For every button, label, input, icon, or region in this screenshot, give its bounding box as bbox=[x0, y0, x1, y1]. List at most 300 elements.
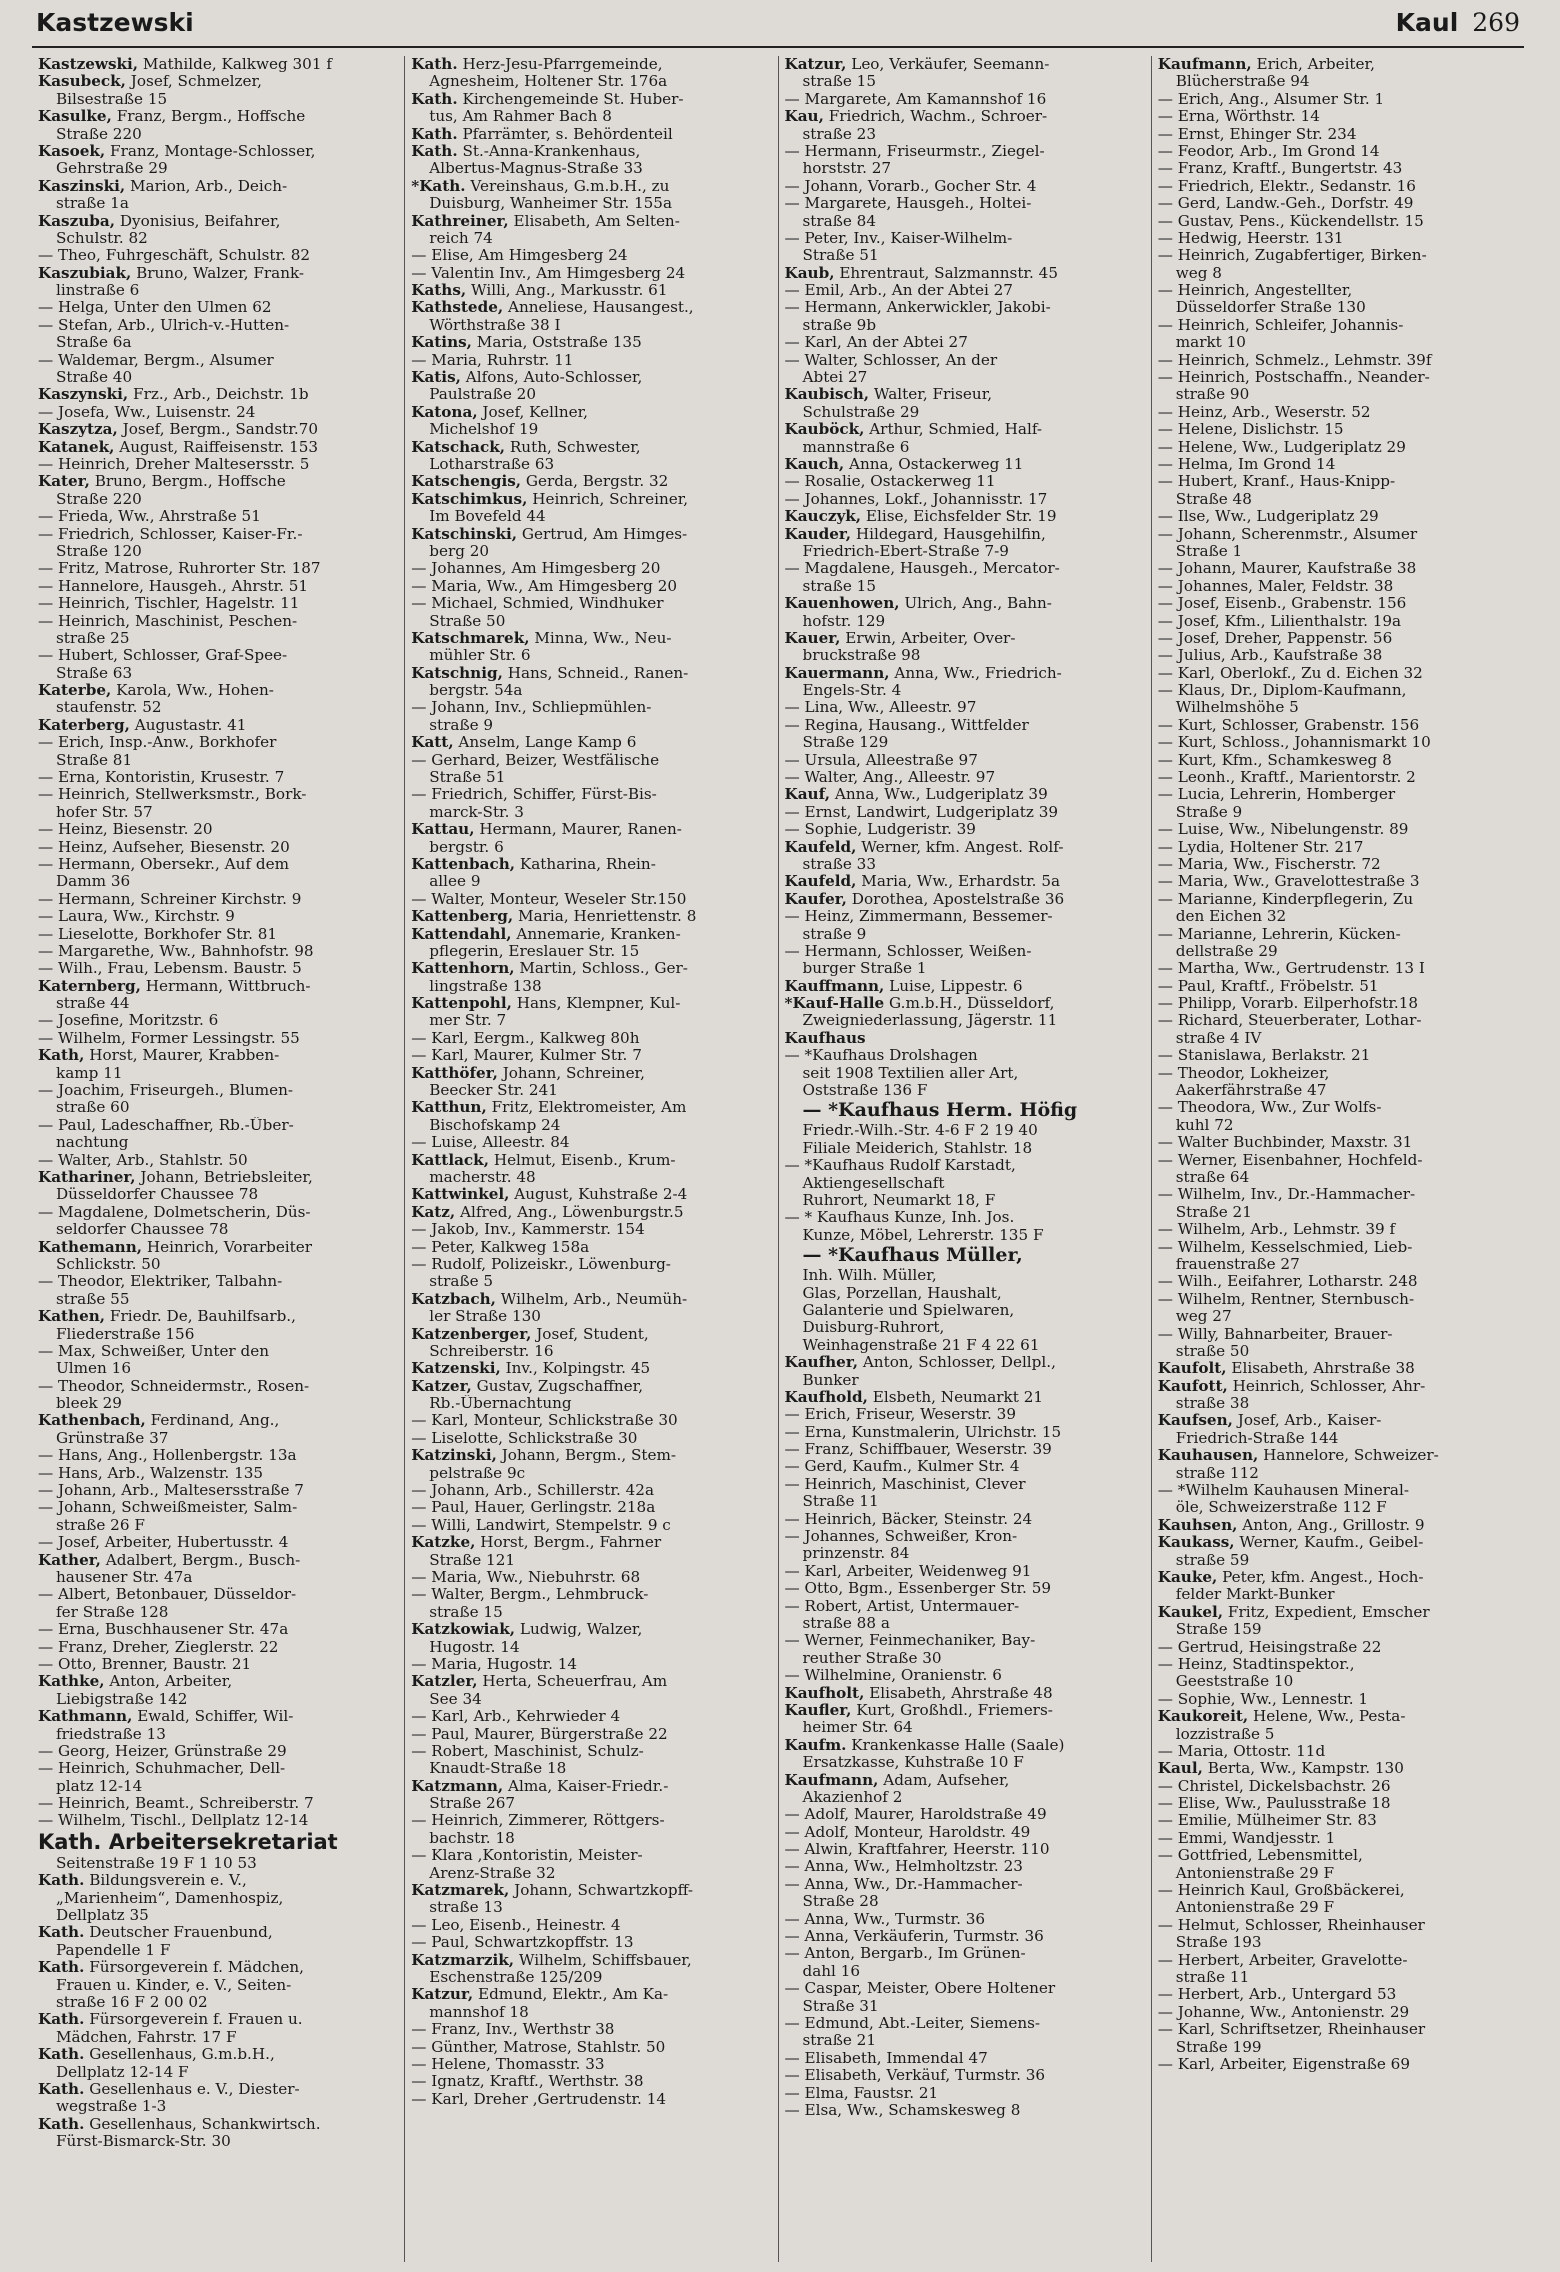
entry-line bbox=[785, 1841, 1145, 1858]
entry-text: — Gerd, Kaufm., Kulmer Str. 4 bbox=[784, 1458, 1020, 1476]
entry-text: — *Kaufhaus Müller, bbox=[802, 1244, 1023, 1267]
entry-text: — Stefan, Arb., Ulrich-v.-Hutten- bbox=[38, 316, 290, 334]
entry-text: kuhl 72 bbox=[1175, 1116, 1234, 1134]
entry-line bbox=[1158, 1065, 1518, 1082]
entry-headword: Kattenpohl, bbox=[411, 995, 512, 1013]
entry-line bbox=[785, 1458, 1145, 1475]
entry-line bbox=[411, 526, 771, 543]
entry-line bbox=[785, 1354, 1145, 1371]
entry-text: Leo, Verkäufer, Seemann- bbox=[846, 56, 1050, 73]
entry-line bbox=[1158, 1291, 1518, 1308]
entry-line bbox=[38, 1186, 398, 1203]
entry-text: — Sophie, Ww., Lennestr. 1 bbox=[1157, 1690, 1369, 1708]
entry-line bbox=[38, 2098, 398, 2115]
entry-text: Herz-Jesu-Pfarrgemeinde, bbox=[457, 56, 663, 73]
entry-text: — Heinrich, Tischler, Hagelstr. 11 bbox=[38, 595, 300, 613]
entry-line bbox=[38, 1134, 398, 1151]
entry-line bbox=[411, 1691, 771, 1708]
entry-text: Straße 121 bbox=[429, 1551, 516, 1569]
entry-text: — Klara ,Kontoristin, Meister- bbox=[411, 1847, 643, 1865]
entry-line bbox=[1158, 960, 1518, 977]
entry-text: Maria, Henriettenstr. 8 bbox=[513, 908, 697, 926]
entry-text: Straße 129 bbox=[802, 734, 889, 752]
entry-text: Michelshof 19 bbox=[429, 421, 539, 439]
entry-headword: Kaukoreit, bbox=[1157, 1708, 1249, 1726]
entry-text: Arthur, Schmied, Half- bbox=[864, 421, 1043, 439]
entry-line bbox=[38, 1499, 398, 1516]
entry-line bbox=[38, 1760, 398, 1777]
entry-text: — Maria, Ruhrstr. 11 bbox=[411, 351, 574, 369]
entry-line bbox=[1158, 943, 1518, 960]
entry-text: weg 27 bbox=[1175, 1308, 1232, 1326]
entry-line bbox=[785, 1192, 1145, 1209]
entry-text: Franz, Montage-Schlosser, bbox=[105, 142, 316, 160]
entry-line bbox=[411, 491, 771, 508]
entry-line bbox=[785, 1545, 1145, 1562]
entry-line bbox=[38, 334, 398, 351]
entry-text: Adam, Aufseher, bbox=[878, 1771, 1010, 1789]
entry-line bbox=[411, 369, 771, 386]
entry-text: Frz., Arb., Deichstr. 1b bbox=[128, 386, 309, 404]
entry-line bbox=[38, 786, 398, 803]
entry-text: — Emmi, Wandjesstr. 1 bbox=[1157, 1829, 1336, 1847]
entry-line bbox=[411, 1239, 771, 1256]
entry-line bbox=[411, 873, 771, 890]
entry-line bbox=[38, 195, 398, 212]
entry-line bbox=[1158, 2021, 1518, 2038]
entry-line bbox=[411, 195, 771, 212]
entry-text: — Hermann, Friseurmstr., Ziegel- bbox=[784, 142, 1045, 160]
entry-text: Franz, Bergm., Hoffsche bbox=[111, 108, 306, 126]
entry-text: — Maria, Ww., Gravelottestraße 3 bbox=[1157, 873, 1420, 891]
entry-line bbox=[1158, 1204, 1518, 1221]
entry-line bbox=[1158, 1395, 1518, 1412]
entry-line bbox=[1158, 543, 1518, 560]
entry-text: Ersatzkasse, Kuhstraße 10 F bbox=[802, 1754, 1024, 1772]
entry-text: Straße 31 bbox=[802, 1997, 879, 2015]
entry-line bbox=[411, 1343, 771, 1360]
entry-headword: Kather, bbox=[38, 1551, 101, 1569]
entry-text: — Magdalene, Hausgeh., Mercator- bbox=[784, 560, 1060, 578]
entry-text: — Erna, Buschhausener Str. 47a bbox=[38, 1621, 289, 1639]
entry-line bbox=[38, 299, 398, 316]
entry-text: — Erich, Insp.-Anw., Borkhofer bbox=[38, 734, 277, 752]
entry-line bbox=[785, 265, 1145, 282]
entry-text: — Heinz, Stadtinspektor., bbox=[1157, 1655, 1355, 1673]
entry-line bbox=[1158, 1569, 1518, 1586]
entry-text: Straße 9 bbox=[1175, 803, 1243, 821]
entry-text: — Christel, Dickelsbachstr. 26 bbox=[1157, 1777, 1391, 1795]
entry-line bbox=[411, 265, 771, 282]
entry-line bbox=[38, 995, 398, 1012]
entry-line bbox=[785, 1389, 1145, 1406]
entry-text: — Helga, Unter den Ulmen 62 bbox=[38, 299, 272, 317]
entry-line bbox=[411, 1134, 771, 1151]
entry-text: Annemarie, Kranken- bbox=[511, 925, 681, 943]
entry-text: — Johann, Vorarb., Gocher Str. 4 bbox=[784, 177, 1037, 195]
entry-text: Horst, Maurer, Krabben- bbox=[84, 1047, 280, 1065]
entry-line bbox=[785, 1511, 1145, 1528]
entry-line bbox=[785, 995, 1145, 1012]
entry-line bbox=[1158, 1639, 1518, 1656]
entry-text: Bischofskamp 24 bbox=[429, 1116, 561, 1134]
entry-line bbox=[785, 247, 1145, 264]
entry-headword: Kath. bbox=[411, 142, 458, 160]
entry-text: — Erna, Kontoristin, Krusestr. 7 bbox=[38, 769, 285, 787]
entry-headword: Katthun, bbox=[411, 1099, 487, 1117]
entry-text: Straße 28 bbox=[802, 1893, 879, 1911]
entry-line bbox=[411, 891, 771, 908]
entry-text: Ferdinand, Ang., bbox=[145, 1412, 280, 1430]
entry-headword: *Kath. bbox=[411, 177, 466, 195]
entry-line bbox=[38, 1082, 398, 1099]
entry-text: Karola, Ww., Hohen- bbox=[111, 682, 274, 700]
entry-line bbox=[411, 1517, 771, 1534]
entry-text: — Anna, Ww., Helmholtzstr. 23 bbox=[784, 1858, 1023, 1876]
entry-line bbox=[1158, 1865, 1518, 1882]
entry-text: — Erich, Friseur, Weserstr. 39 bbox=[784, 1406, 1016, 1424]
entry-line bbox=[1158, 126, 1518, 143]
entry-text: Anna, Ww., Ludgeriplatz 39 bbox=[830, 786, 1048, 804]
entry-text: Ulrich, Ang., Bahn- bbox=[899, 595, 1052, 613]
entry-line bbox=[1158, 1186, 1518, 1203]
entry-line bbox=[785, 856, 1145, 873]
entry-text: horststr. 27 bbox=[802, 160, 892, 178]
entry-line bbox=[1158, 439, 1518, 456]
entry-text: — Otto, Bgm., Essenberger Str. 59 bbox=[784, 1580, 1052, 1598]
entry-line bbox=[411, 1726, 771, 1743]
entry-line bbox=[411, 1569, 771, 1586]
entry-line bbox=[785, 352, 1145, 369]
entry-line bbox=[1158, 717, 1518, 734]
running-head-right bbox=[1396, 8, 1520, 37]
entry-text: Frauen u. Kinder, e. V., Seiten- bbox=[56, 1976, 292, 1994]
entry-line bbox=[411, 1169, 771, 1186]
entry-text: straße 50 bbox=[1175, 1342, 1250, 1360]
entry-line bbox=[785, 1615, 1145, 1632]
entry-line bbox=[38, 1924, 398, 1941]
entry-line bbox=[411, 717, 771, 734]
entry-text: Mathilde, Kalkweg 301 f bbox=[138, 56, 332, 73]
entry-text: wegstraße 1-3 bbox=[56, 2098, 167, 2116]
entry-text: — Robert, Artist, Untermauer- bbox=[784, 1597, 1020, 1615]
entry-line bbox=[1158, 630, 1518, 647]
entry-headword: Katt, bbox=[411, 734, 454, 752]
entry-line bbox=[38, 821, 398, 838]
entry-line bbox=[785, 1012, 1145, 1029]
entry-text: Straße 51 bbox=[802, 247, 879, 265]
page-header bbox=[32, 4, 1524, 48]
entry-text: Anselm, Lange Kamp 6 bbox=[453, 734, 637, 752]
entry-line bbox=[785, 1302, 1145, 1319]
entry-text: — Lina, Ww., Alleestr. 97 bbox=[784, 699, 977, 717]
entry-text: August, Kuhstraße 2-4 bbox=[509, 1186, 688, 1204]
entry-text: Ewald, Schiffer, Wil- bbox=[132, 1708, 294, 1726]
entry-text: Herta, Scheuerfrau, Am bbox=[477, 1673, 668, 1691]
entry-text: — Hedwig, Heerstr. 131 bbox=[1157, 229, 1344, 247]
entry-headword: Katz, bbox=[411, 1203, 456, 1221]
entry-line bbox=[1158, 1447, 1518, 1464]
entry-line bbox=[785, 908, 1145, 925]
entry-line bbox=[1158, 804, 1518, 821]
column-2 bbox=[404, 56, 777, 2262]
entry-headword: Kathariner, bbox=[38, 1169, 136, 1186]
entry-line bbox=[38, 1604, 398, 1621]
entry-text: — Klaus, Dr., Diplom-Kaufmann, bbox=[1157, 682, 1407, 700]
entry-text: — Wilhelm, Tischl., Dellplatz 12-14 bbox=[38, 1812, 309, 1830]
entry-line bbox=[1158, 1117, 1518, 1134]
entry-line bbox=[38, 908, 398, 925]
entry-text: — Gottfried, Lebensmittel, bbox=[1157, 1847, 1363, 1865]
entry-line bbox=[38, 1273, 398, 1290]
entry-headword: Kauffmann, bbox=[784, 977, 885, 995]
entry-line bbox=[411, 2056, 771, 2073]
entry-headword: Kath. bbox=[38, 2115, 85, 2133]
entry-text: — Hubert, Kranf., Haus-Knipp- bbox=[1157, 473, 1396, 491]
entry-line bbox=[785, 926, 1145, 943]
entry-line bbox=[38, 265, 398, 282]
entry-headword: Kathstede, bbox=[411, 299, 504, 317]
entry-text: bergstr. 54a bbox=[429, 682, 523, 700]
entry-line bbox=[1158, 1917, 1518, 1934]
entry-line bbox=[38, 1656, 398, 1673]
entry-text: — * Kaufhaus Kunze, Inh. Jos. bbox=[784, 1209, 1015, 1227]
entry-line bbox=[38, 699, 398, 716]
entry-line bbox=[38, 1430, 398, 1447]
entry-text: Anna, Ostackerweg 11 bbox=[844, 455, 1024, 473]
entry-text: — Waldemar, Bergm., Alsumer bbox=[38, 351, 274, 369]
entry-text: Anna, Ww., Friedrich- bbox=[889, 664, 1062, 682]
entry-text: — Anton, Bergarb., Im Grünen- bbox=[784, 1945, 1026, 1963]
entry-headword: *Kauf-Halle bbox=[784, 995, 885, 1013]
entry-line bbox=[38, 2064, 398, 2081]
entry-line bbox=[411, 1117, 771, 1134]
entry-line bbox=[411, 1865, 771, 1882]
entry-text: — Luise, Alleestr. 84 bbox=[411, 1134, 570, 1152]
entry-line bbox=[38, 439, 398, 456]
entry-text: — Regina, Hausang., Wittfelder bbox=[784, 716, 1029, 734]
entry-text: Friedrich-Ebert-Straße 7-9 bbox=[802, 542, 1009, 560]
entry-line bbox=[411, 143, 771, 160]
entry-text: — Paul, Ladeschaffner, Rb.-Über- bbox=[38, 1116, 294, 1134]
entry-text: — Wilhelm, Kesselschmied, Lieb- bbox=[1157, 1238, 1413, 1256]
entry-line bbox=[785, 195, 1145, 212]
entry-text: — Marianne, Kinderpflegerin, Zu bbox=[1157, 890, 1414, 908]
entry-text: — Friedrich, Elektr., Sedanstr. 16 bbox=[1157, 177, 1416, 195]
entry-line bbox=[785, 386, 1145, 403]
entry-line bbox=[785, 1858, 1145, 1875]
entry-line bbox=[38, 717, 398, 734]
entry-text: Marion, Arb., Deich- bbox=[125, 177, 288, 195]
entry-line bbox=[785, 2015, 1145, 2032]
entry-text: — Rudolf, Polizeiskr., Löwenburg- bbox=[411, 1255, 671, 1273]
entry-line bbox=[1158, 1552, 1518, 1569]
entry-text: Paulstraße 20 bbox=[429, 386, 536, 404]
entry-line bbox=[785, 1806, 1145, 1823]
entry-text: bachstr. 18 bbox=[429, 1829, 515, 1847]
entry-line bbox=[38, 526, 398, 543]
entry-text: — Hermann, Ankerwickler, Jakobi- bbox=[784, 299, 1051, 317]
entry-text: kamp 11 bbox=[56, 1064, 123, 1082]
entry-text: bruckstraße 98 bbox=[802, 647, 921, 665]
entry-text: — Kurt, Schlosser, Grabenstr. 156 bbox=[1157, 716, 1420, 734]
entry-line bbox=[411, 2073, 771, 2090]
entry-text: — Emilie, Mülheimer Str. 83 bbox=[1157, 1812, 1377, 1830]
running-head-left: Kastzewski bbox=[36, 8, 194, 37]
entry-text: — Wilhelm, Inv., Dr.-Hammacher- bbox=[1157, 1186, 1416, 1204]
entry-text: — Frieda, Ww., Ahrstraße 51 bbox=[38, 508, 261, 526]
entry-line bbox=[785, 1824, 1145, 1841]
entry-line bbox=[38, 1343, 398, 1360]
entry-headword: Katzer, bbox=[411, 1377, 472, 1395]
entry-text: Dyonisius, Beifahrer, bbox=[115, 212, 281, 230]
entry-line bbox=[1158, 247, 1518, 264]
entry-line bbox=[785, 404, 1145, 421]
entry-line bbox=[785, 334, 1145, 351]
entry-text: — Leo, Eisenb., Heinestr. 4 bbox=[411, 1916, 621, 1934]
entry-line bbox=[785, 1140, 1145, 1157]
entry-line bbox=[785, 839, 1145, 856]
entry-headword: Kaufmann, bbox=[784, 1771, 879, 1789]
entry-line bbox=[785, 1030, 1145, 1047]
entry-headword: Kasoek, bbox=[38, 142, 106, 160]
entry-line bbox=[1158, 908, 1518, 925]
entry-text: — Ilse, Ww., Ludgeriplatz 29 bbox=[1157, 508, 1379, 526]
entry-text: straße 9b bbox=[802, 316, 877, 334]
entry-text: macherstr. 48 bbox=[429, 1169, 536, 1186]
entry-text: Wilhelm, Schiffsbauer, bbox=[514, 1951, 692, 1969]
entry-headword: Kathenbach, bbox=[38, 1412, 146, 1430]
entry-text: Walter, Friseur, bbox=[869, 386, 993, 404]
entry-text: — Karl, Eergm., Kalkweg 80h bbox=[411, 1029, 640, 1047]
entry-text: Wilhelmshöhe 5 bbox=[1175, 699, 1299, 717]
entry-text: Augustastr. 41 bbox=[129, 716, 247, 734]
entry-line bbox=[785, 282, 1145, 299]
entry-line bbox=[38, 1673, 398, 1690]
entry-headword: Katanek, bbox=[38, 438, 115, 456]
entry-headword: Kauböck, bbox=[784, 421, 865, 439]
entry-text: Schreiberstr. 16 bbox=[429, 1342, 554, 1360]
entry-line bbox=[1158, 230, 1518, 247]
entry-line bbox=[1158, 1360, 1518, 1377]
entry-line bbox=[785, 160, 1145, 177]
entry-line bbox=[411, 1465, 771, 1482]
entry-line bbox=[38, 1465, 398, 1482]
entry-text: straße 15 bbox=[802, 577, 876, 595]
entry-text: Agnesheim, Holtener Str. 176a bbox=[429, 73, 668, 91]
entry-text: Rb.-Übernachtung bbox=[429, 1395, 572, 1413]
entry-line bbox=[38, 856, 398, 873]
entry-text: Heinrich, Vorarbeiter bbox=[142, 1238, 313, 1256]
entry-headword: Kaufolt, bbox=[1157, 1360, 1227, 1378]
entry-text: — Walter, Schlosser, An der bbox=[784, 351, 998, 369]
entry-line bbox=[38, 1099, 398, 1116]
entry-line bbox=[38, 1534, 398, 1551]
entry-text: Pfarrämter, s. Behördenteil bbox=[457, 125, 673, 143]
entry-headword: Kau, bbox=[784, 108, 824, 126]
entry-text: — Hans, Arb., Walzenstr. 135 bbox=[38, 1464, 264, 1482]
entry-text: seldorfer Chaussee 78 bbox=[56, 1221, 229, 1239]
entry-line bbox=[411, 1882, 771, 1899]
entry-text: — Joachim, Friseurgeh., Blumen- bbox=[38, 1082, 294, 1100]
entry-line bbox=[411, 995, 771, 1012]
entry-headword: Kauczyk, bbox=[784, 508, 862, 526]
entry-headword: Kaub, bbox=[784, 264, 835, 282]
entry-line bbox=[411, 1065, 771, 1082]
entry-line bbox=[411, 839, 771, 856]
entry-text: — Luise, Ww., Nibelungenstr. 89 bbox=[1157, 821, 1409, 839]
entry-line bbox=[38, 682, 398, 699]
entry-text: — Hannelore, Hausgeh., Ahrstr. 51 bbox=[38, 577, 309, 595]
entry-line bbox=[1158, 1899, 1518, 1916]
entry-text: — Elma, Faustsr. 21 bbox=[784, 2084, 939, 2102]
entry-line bbox=[38, 1795, 398, 1812]
entry-text: — Margarethe, Ww., Bahnhofstr. 98 bbox=[38, 942, 314, 960]
entry-line bbox=[785, 786, 1145, 803]
entry-line bbox=[785, 1047, 1145, 1064]
entry-headword: Kauder, bbox=[784, 525, 852, 543]
entry-text: — Theo, Fuhrgeschäft, Schulstr. 82 bbox=[38, 247, 311, 265]
entry-line bbox=[411, 2004, 771, 2021]
entry-line bbox=[38, 1872, 398, 1889]
entry-line bbox=[411, 856, 771, 873]
entry-headword: Kath. bbox=[38, 2046, 85, 2064]
entry-text: Straße 267 bbox=[429, 1795, 516, 1813]
entry-line bbox=[785, 2085, 1145, 2102]
entry-line bbox=[411, 56, 771, 73]
entry-text: — Walter, Monteur, Weseler Str.150 bbox=[411, 890, 687, 908]
entry-text: Albertus-Magnus-Straße 33 bbox=[429, 160, 643, 178]
entry-line bbox=[1158, 647, 1518, 664]
entry-headword: Katins, bbox=[411, 334, 472, 352]
entry-text: — Helmut, Schlosser, Rheinhauser bbox=[1157, 1916, 1425, 1934]
entry-line bbox=[411, 1778, 771, 1795]
entry-headword: Kaukel, bbox=[1157, 1603, 1224, 1621]
entry-text: fer Straße 128 bbox=[56, 1603, 169, 1621]
entry-line bbox=[411, 752, 771, 769]
entry-line bbox=[785, 1632, 1145, 1649]
entry-line bbox=[38, 1778, 398, 1795]
entry-text: markt 10 bbox=[1175, 334, 1246, 352]
entry-line bbox=[411, 647, 771, 664]
entry-line bbox=[1158, 334, 1518, 351]
entry-line bbox=[411, 1395, 771, 1412]
entry-line bbox=[1158, 1134, 1518, 1151]
entry-line bbox=[38, 943, 398, 960]
entry-line bbox=[785, 769, 1145, 786]
entry-text: — Josef, Arbeiter, Hubertusstr. 4 bbox=[38, 1534, 289, 1552]
entry-line bbox=[38, 1639, 398, 1656]
entry-text: Blücherstraße 94 bbox=[1175, 73, 1310, 91]
entry-text: — Lieselotte, Borkhofer Str. 81 bbox=[38, 925, 278, 943]
entry-line bbox=[38, 56, 398, 73]
entry-line bbox=[38, 386, 398, 403]
entry-text: mer Str. 7 bbox=[429, 1012, 507, 1030]
entry-text: Duisburg, Wanheimer Str. 155a bbox=[429, 195, 673, 213]
running-head-keyword: Kaul bbox=[1395, 8, 1459, 37]
entry-headword: Kathen, bbox=[38, 1308, 106, 1326]
entry-headword: Kaszytza, bbox=[38, 421, 118, 439]
entry-line bbox=[1158, 143, 1518, 160]
entry-text: Zweigniederlassung, Jägerstr. 11 bbox=[802, 1012, 1058, 1030]
entry-text: Johann, Schreiner, bbox=[497, 1064, 645, 1082]
entry-text: — Heinrich, Angestellter, bbox=[1157, 282, 1353, 300]
entry-text: Dellplatz 12-14 F bbox=[56, 2063, 189, 2081]
entry-text: — Ursula, Alleestraße 97 bbox=[784, 751, 978, 769]
entry-line bbox=[38, 126, 398, 143]
entry-text: Straße 220 bbox=[56, 490, 142, 508]
entry-text: — Karl, Oberlokf., Zu d. Eichen 32 bbox=[1157, 664, 1423, 682]
